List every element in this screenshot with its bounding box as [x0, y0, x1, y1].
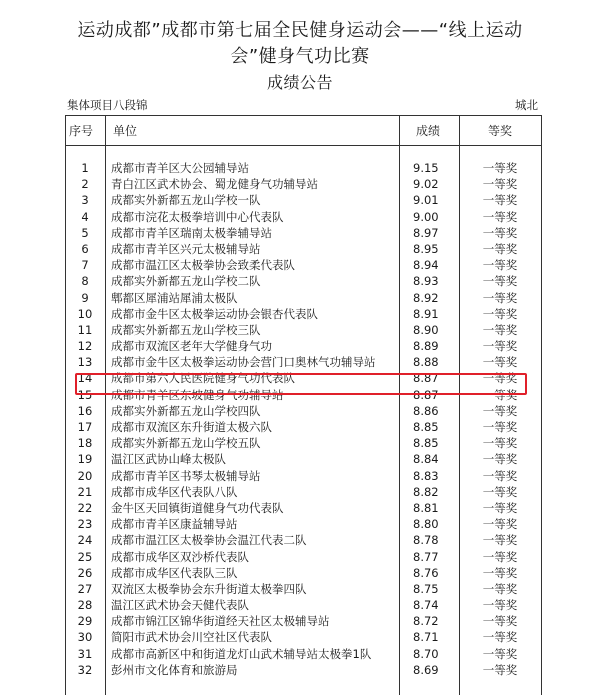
row-number: 26	[77, 565, 93, 580]
row-unit: 成都市成华区双沙桥代表队	[111, 549, 249, 564]
row-score: 8.88	[413, 355, 439, 370]
row-number: 17	[77, 420, 93, 434]
table-row	[65, 192, 541, 208]
row-number: 25	[77, 549, 93, 564]
row-award: 一等奖	[482, 436, 518, 451]
row-award: 一等奖	[482, 517, 518, 532]
row-award: 一等奖	[482, 484, 518, 499]
row-award: 一等奖	[482, 225, 518, 240]
row-award: 一等奖	[482, 241, 518, 256]
row-score: 9.00	[413, 209, 439, 224]
row-score: 8.71	[413, 630, 439, 645]
row-score: 9.01	[413, 193, 439, 208]
row-score: 8.85	[413, 420, 439, 434]
row-award: 一等奖	[482, 646, 518, 661]
row-score: 8.69	[413, 662, 439, 677]
row-unit: 彭州市文化体育和旅游局	[111, 662, 238, 677]
row-award: 一等奖	[482, 322, 518, 337]
row-unit: 成都市锦江区锦华街道经天社区太极辅导站	[111, 614, 330, 629]
row-number: 16	[77, 403, 93, 418]
table-row	[65, 209, 541, 225]
row-score: 8.81	[413, 500, 439, 515]
row-award: 一等奖	[482, 533, 518, 548]
table-row	[65, 225, 541, 241]
row-award: 一等奖	[482, 630, 518, 645]
row-unit: 成都市金牛区太极拳运动协会银杏代表队	[111, 306, 318, 321]
row-score: 8.87	[413, 371, 439, 386]
row-score: 8.83	[413, 468, 439, 483]
row-unit: 成都市双流区东升街道太极六队	[111, 420, 272, 434]
title-line-2: 会”健身气功比赛	[230, 46, 370, 67]
row-award: 一等奖	[482, 468, 518, 483]
row-number: 11	[77, 322, 93, 337]
row-unit: 成都市金牛区太极拳运动协会营门口奥林气功辅导站	[111, 355, 376, 370]
row-score: 8.91	[413, 306, 439, 321]
table-row	[65, 435, 541, 451]
row-unit: 成都市青羊区书琴太极辅导站	[111, 468, 261, 483]
row-score: 8.93	[413, 274, 439, 289]
row-score: 8.76	[413, 565, 439, 580]
row-number: 15	[77, 387, 93, 402]
header-no: 序号	[69, 124, 94, 138]
row-award: 一等奖	[482, 290, 518, 305]
row-unit: 成都实外新都五龙山学校一队	[111, 193, 261, 208]
row-number: 7	[81, 258, 89, 273]
row-score: 8.86	[413, 403, 439, 418]
row-number: 8	[81, 274, 89, 289]
row-number: 9	[81, 290, 89, 305]
row-number: 18	[77, 436, 93, 451]
row-award: 一等奖	[482, 549, 518, 564]
row-unit: 成都实外新都五龙山学校三队	[111, 322, 261, 337]
table-row	[65, 338, 541, 354]
row-score: 8.97	[413, 225, 439, 240]
row-score: 8.78	[413, 533, 439, 548]
title-line-1: 运动成都”成都市第七届全民健身运动会——“线上运动	[77, 20, 523, 41]
table-row	[65, 597, 541, 613]
row-award: 一等奖	[482, 598, 518, 613]
row-number: 27	[77, 581, 93, 596]
row-score: 8.92	[413, 290, 439, 305]
row-number: 2	[81, 177, 89, 192]
row-award: 一等奖	[482, 339, 518, 354]
row-unit: 双流区太极拳协会东升街道太极拳四队	[111, 581, 307, 596]
row-award: 一等奖	[482, 355, 518, 370]
row-number: 14	[77, 371, 93, 386]
row-number: 32	[77, 662, 93, 677]
table-top-border	[65, 115, 541, 116]
row-score: 8.95	[413, 241, 439, 256]
row-score: 8.85	[413, 436, 439, 451]
row-award: 一等奖	[482, 452, 518, 467]
row-award: 一等奖	[482, 662, 518, 677]
table-row	[65, 629, 541, 645]
row-award: 一等奖	[482, 371, 518, 386]
row-award: 一等奖	[482, 258, 518, 273]
row-award: 一等奖	[482, 500, 518, 515]
row-unit: 成都实外新都五龙山学校二队	[111, 274, 261, 289]
table-row	[65, 451, 541, 467]
table-row	[65, 176, 541, 192]
row-score: 8.74	[413, 598, 439, 613]
subtitle: 成绩公告	[266, 73, 333, 92]
table-row	[65, 403, 541, 419]
row-award: 一等奖	[482, 614, 518, 629]
row-unit: 成都市青羊区瑞南太极拳辅导站	[111, 225, 272, 240]
highlight-box	[75, 373, 527, 395]
row-number: 10	[77, 306, 93, 321]
row-unit: 成都市青羊区大公园辅导站	[111, 161, 249, 175]
row-score: 8.84	[413, 452, 439, 467]
header-score: 成绩	[416, 124, 441, 138]
row-award: 一等奖	[482, 565, 518, 580]
row-number: 31	[77, 646, 93, 661]
table-row	[65, 468, 541, 484]
header-bottom-border	[65, 145, 541, 146]
row-unit: 温江区武协山峰太极队	[111, 452, 226, 467]
row-number: 3	[81, 193, 89, 208]
row-unit: 成都市青羊区康益辅导站	[111, 517, 238, 532]
row-unit: 成都市青羊区东坡健身气功辅导站	[111, 387, 284, 402]
row-unit: 成都市第六人民医院健身气功代表队	[111, 371, 295, 386]
row-score: 9.02	[413, 177, 439, 192]
results-table-body	[65, 160, 541, 678]
row-score: 8.87	[413, 387, 439, 402]
row-award: 一等奖	[482, 306, 518, 321]
row-unit: 成都市成华区代表队三队	[111, 565, 238, 580]
row-score: 8.94	[413, 258, 439, 273]
table-row	[65, 290, 541, 306]
row-award: 一等奖	[482, 209, 518, 224]
row-award: 一等奖	[482, 274, 518, 289]
row-award: 一等奖	[482, 387, 518, 402]
row-number: 23	[77, 517, 93, 532]
table-row	[65, 613, 541, 629]
row-unit: 金牛区天回镇街道健身气功代表队	[111, 500, 284, 515]
row-unit: 成都市高新区中和街道龙灯山武术辅导站太极拳1队	[111, 646, 372, 661]
table-row	[65, 241, 541, 257]
header-award: 等奖	[487, 124, 512, 138]
header-unit: 单位	[113, 124, 138, 138]
row-score: 8.82	[413, 484, 439, 499]
table-row	[65, 273, 541, 289]
table-row	[65, 306, 541, 322]
category-label: 集体项目八段锦	[67, 98, 148, 112]
row-award: 一等奖	[482, 581, 518, 596]
row-number: 6	[81, 241, 89, 256]
row-unit: 温江区武术协会天健代表队	[111, 598, 249, 613]
row-score: 8.89	[413, 339, 439, 354]
table-row	[65, 549, 541, 565]
row-unit: 成都市双流区老年大学健身气功	[111, 339, 272, 354]
row-number: 21	[77, 484, 93, 499]
row-number: 28	[77, 598, 93, 613]
row-number: 5	[81, 225, 89, 240]
row-unit: 成都市温江区太极拳协会温江代表二队	[111, 533, 307, 548]
table-row	[65, 646, 541, 662]
row-number: 13	[77, 355, 93, 370]
row-number: 30	[77, 630, 93, 645]
table-row	[65, 419, 541, 435]
row-unit: 简阳市武术协会川空社区代表队	[111, 630, 272, 645]
row-score: 8.75	[413, 581, 439, 596]
row-unit: 成都实外新都五龙山学校五队	[111, 436, 261, 451]
row-award: 一等奖	[482, 177, 518, 192]
row-unit: 郫都区犀浦站犀浦太极队	[111, 290, 238, 305]
table-row	[65, 516, 541, 532]
row-unit: 成都市青羊区兴元太极辅导站	[111, 241, 261, 256]
row-number: 12	[77, 339, 93, 354]
district-label: 城北	[515, 98, 538, 112]
table-row	[65, 484, 541, 500]
table-row	[65, 532, 541, 548]
row-number: 29	[77, 614, 93, 629]
table-row	[65, 581, 541, 597]
table-row	[65, 500, 541, 516]
row-number: 20	[77, 468, 93, 483]
row-score: 8.80	[413, 517, 439, 532]
row-number: 24	[77, 533, 93, 548]
row-score: 8.77	[413, 549, 439, 564]
row-number: 22	[77, 500, 93, 515]
table-row	[65, 160, 541, 176]
row-number: 4	[81, 209, 89, 224]
table-row	[65, 354, 541, 370]
row-score: 8.70	[413, 646, 439, 661]
table-row	[65, 322, 541, 338]
row-number: 1	[81, 161, 89, 175]
row-award: 一等奖	[482, 161, 518, 175]
table-row	[65, 257, 541, 273]
table-row	[65, 662, 541, 678]
row-award: 一等奖	[482, 403, 518, 418]
row-unit: 青白江区武术协会、蜀龙健身气功辅导站	[111, 177, 318, 192]
row-score: 8.72	[413, 614, 439, 629]
row-score: 9.15	[413, 161, 439, 175]
row-unit: 成都市成华区代表队八队	[111, 484, 238, 499]
row-unit: 成都市浣花太极拳培训中心代表队	[111, 209, 284, 224]
row-number: 19	[77, 452, 93, 467]
row-score: 8.90	[413, 322, 439, 337]
row-award: 一等奖	[482, 193, 518, 208]
row-award: 一等奖	[482, 420, 518, 434]
row-unit: 成都市温江区太极拳协会致柔代表队	[111, 258, 295, 273]
row-unit: 成都实外新都五龙山学校四队	[111, 403, 261, 418]
table-row	[65, 565, 541, 581]
table-right-border	[541, 115, 542, 695]
